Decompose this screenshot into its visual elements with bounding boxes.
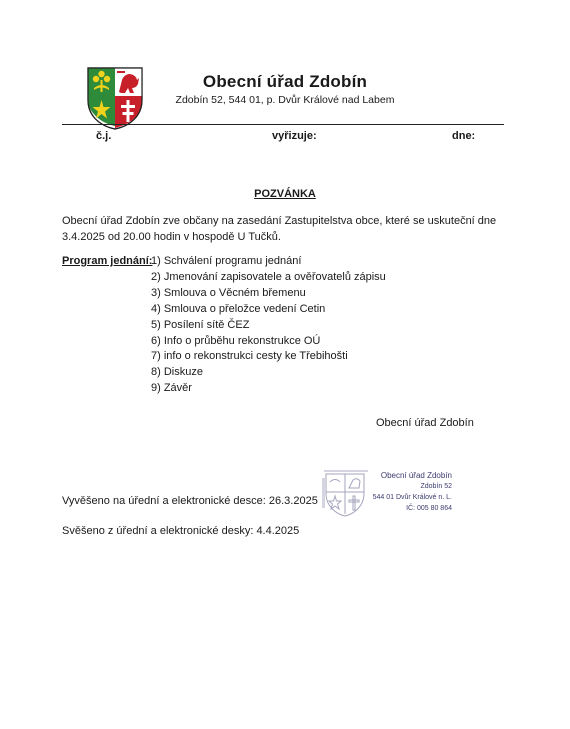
removed-date: Svěšeno z úřední a elektronické desky: 4.4.2025 [62,525,300,537]
agenda-item: 5) Posílení sítě ČEZ [151,318,250,331]
stamp-line: Zdobín 52 [420,483,452,490]
org-name: Obecní úřad Zdobín [202,72,368,91]
posted-date: Vyvěšeno na úřední a elektronické desce: 26.3.2025 [62,495,318,507]
document-title: POZVÁNKA [254,188,316,200]
coat-of-arms-icon [86,66,144,130]
agenda-list [151,254,386,397]
date-label: dne: [452,130,476,142]
agenda-item: 4) Smlouva o přeložce vedení Cetin [151,302,326,315]
agenda-item: 6) Info o průběhu rekonstrukce OÚ [151,334,321,347]
invitation-text: Obecní úřad Zdobín zve občany na zasedání Zastupitelstva obce, které se uskuteční dne 3.4.2025 od 20.00 hodin v hospodě U Tučků. [62,215,497,243]
document-title-wrap [0,188,570,200]
agenda-label: Program jednání: [62,255,153,267]
agenda-item: 1) Schválení programu jednání [151,255,302,267]
agenda-item: 9) Závěr [151,382,192,395]
stamp-text [370,470,452,514]
stamp-line: 544 01 Dvůr Králové n. L. [372,494,452,501]
agenda-item: 2) Jmenování zapisovatele a ověřovatelů zápisu [151,270,386,283]
org-address: Zdobín 52, 544 01, p. Dvůr Králové nad Labem [175,94,395,106]
header-divider [62,124,504,125]
agenda-item: 3) Smlouva o Věcném břemenu [151,286,306,299]
agenda-item: 8) Diskuze [151,366,203,379]
reference-number-label: č.j. [96,130,112,142]
stamp-line: Obecní úřad Zdobín [380,471,452,480]
handled-by-label: vyřizuje: [272,130,317,142]
signature: Obecní úřad Zdobín [376,417,474,429]
agenda-item: 7) info o rekonstrukci cesty ke Třebihošti [151,350,348,363]
stamp-line: IČ: 005 80 864 [406,505,452,512]
